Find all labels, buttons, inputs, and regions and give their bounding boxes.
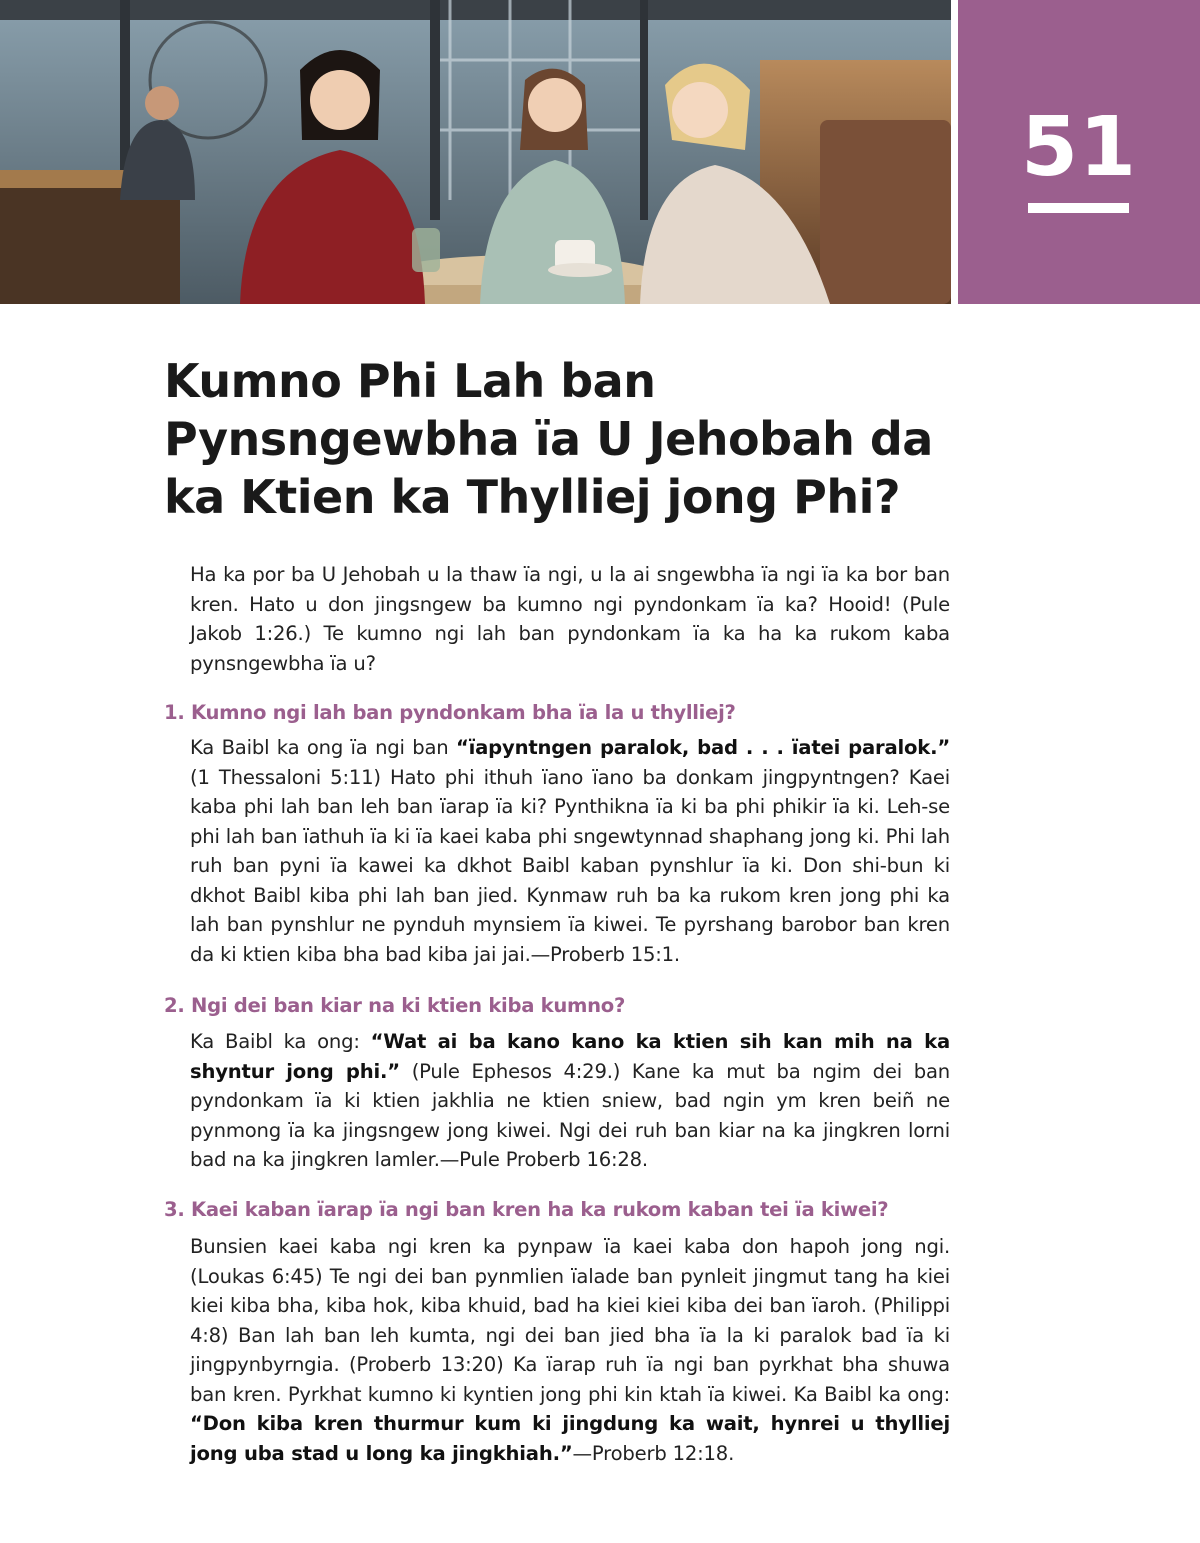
section-2-quote: “Wat ai ba kano kano ka ktien sih kan mih na ka shyntur jong phi.”: [190, 1030, 950, 1083]
section-1-quote: “ïapyntngen paralok, bad . . . ïatei paralok.”: [455, 736, 950, 759]
section-3-quote: “Don kiba kren thurmur kum ki jingdung ka wait, hynrei u thylliej jong uba stad u long ka jingkhiah.”: [190, 1412, 950, 1465]
lesson-number-block: [958, 0, 1200, 304]
page-title: Kumno Phi Lah ban Pynsngewbha ïa U Jehobah da ka Ktien ka Thylliej jong Phi?: [164, 354, 933, 524]
question-3: 3. Kaei kaban ïarap ïa ngi ban kren ha ka rukom kaban tei ïa kiwei?: [164, 1198, 889, 1221]
lesson-number: 51: [1020, 100, 1138, 195]
question-2: 2. Ngi dei ban kiar na ki ktien kiba kumno?: [164, 994, 626, 1017]
lesson-number-underline: [1028, 203, 1129, 213]
section-1-paragraph: [190, 733, 950, 969]
hero-photo: [0, 0, 951, 304]
section-1-text-after: (1 Thessaloni 5:11) Hato phi ithuh ïano ïano ba donkam jingpyntngen? Kaei kaba phi lah ban leh ban ïarap ïa ki? Pynthikna ïa ki ba phi phikir ïa ki. Leh-se phi lah ban ïathuh ïa ki ïa kaei kaba phi sngewtynnad shaphang jong ki. Phi lah ruh ban pyni ïa kawei ka dkhot Baibl kaban pynshlur ïa ki. Don shi-bun ki dkhot Baibl kiba phi lah ban jied. Kynmaw ruh ba ka rukom kren jong phi ka lah ban pynshlur ne pynduh mynsiem ïa kiwei. Te pyrshang barobor ban kren da ki ktien kiba bha bad kiba jai jai.—Proberb 15:1.: [190, 765, 950, 966]
section-1-text-before: Ka Baibl ka ong ïa ngi ban: [190, 736, 456, 759]
section-3-text-after: —Proberb 12:18.: [572, 1441, 735, 1465]
section-2-text-after: (Pule Ephesos 4:29.) Kane ka mut ba ngim dei ban pyndonkam ïa ki ktien jakhlia ne ktien sniew, bad ngin ym kren beiñ ne pynmong ïa ka jingsngew jong kiwei. Ngi dei ruh ban kiar na ka jingkren lorni bad na ka jingkren lamler.—Pule Proberb 16:28.: [190, 1059, 950, 1171]
section-3-paragraph: [190, 1232, 950, 1468]
question-1: 1. Kumno ngi lah ban pyndonkam bha ïa la u thylliej?: [164, 701, 736, 724]
intro-paragraph: Ha ka por ba U Jehobah u la thaw ïa ngi, u la ai sngewbha ïa ngi ïa ka bor ban kren. Hato u don jingsngew ba kumno ngi pyndonkam ïa ka? Hooid! (Pule Jakob 1:26.) Te kumno ngi lah ban pyndonkam ïa ka ha ka rukom kaba pynsngewbha ïa u?: [190, 563, 950, 675]
section-3-text-before: Bunsien kaei kaba ngi kren ka pynpaw ïa kaei kaba don hapoh jong ngi. (Loukas 6:45) Te ngi dei ban pynmlien ïalade ban pynleit jingmut tang ha kiei kiei kiba bha, kiba hok, kiba khuid, bad ha kiei kiei kiba dei ban ïaroh. (Philippi 4:8) Ban lah ban leh kumta, ngi dei ban jied bha ïa la ki paralok bad ïa ki jingpynbyrngia. (Proberb 13:20) Ka ïarap ruh ïa ngi ban pyrkhat bha shuwa ban kren. Pyrkhat kumno ki kyntien jong phi kin ktah ïa kiwei. Ka Baibl ka ong:: [190, 1235, 950, 1406]
section-2-text-before: Ka Baibl ka ong:: [190, 1030, 371, 1053]
cafe-scene-illustration: [0, 0, 951, 304]
section-2-paragraph: [190, 1027, 950, 1175]
